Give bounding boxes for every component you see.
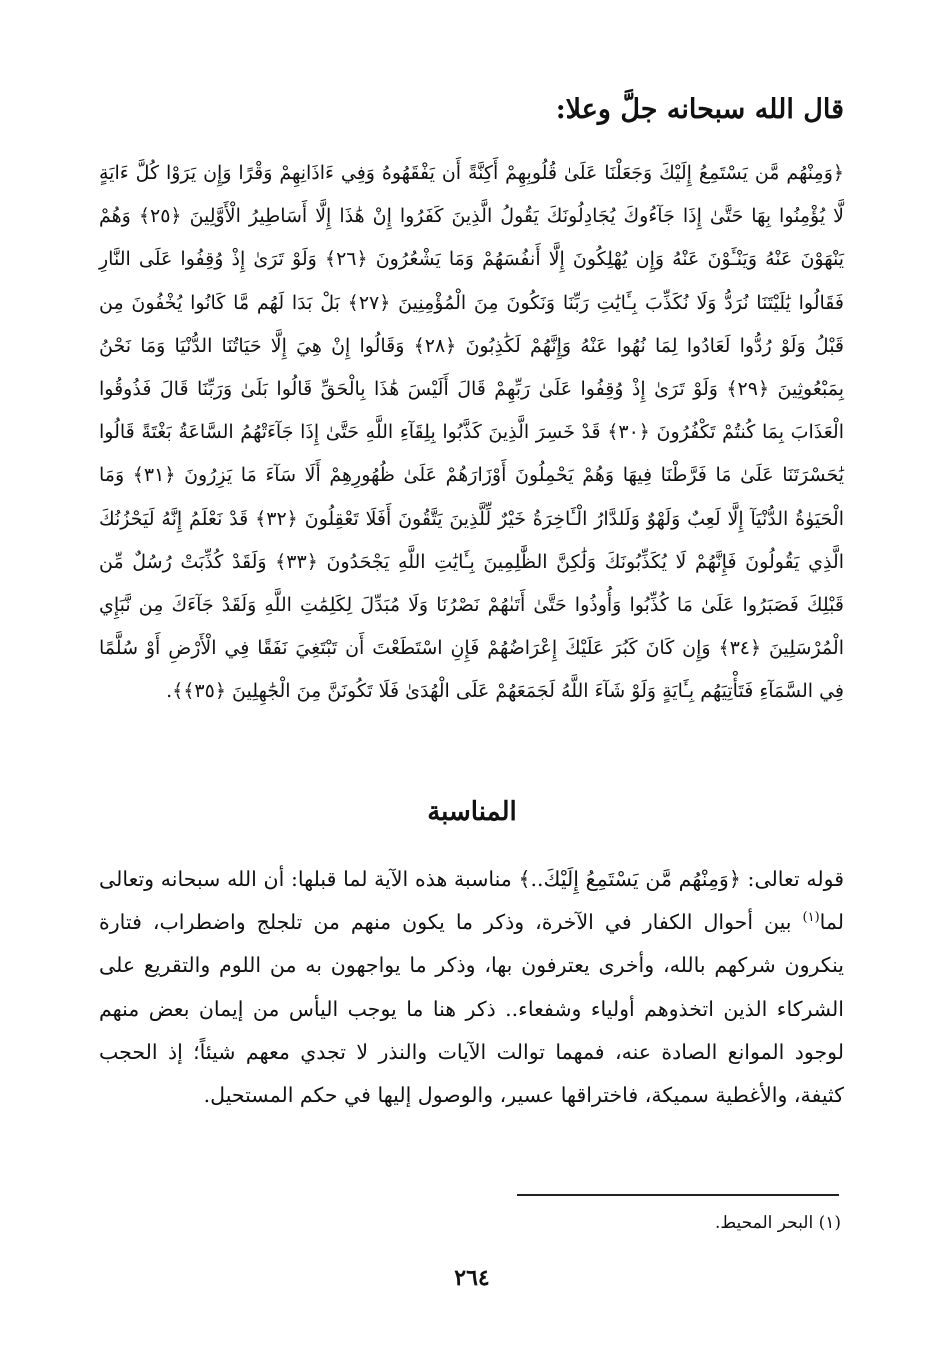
commentary-text-rest: بين أحوال الكفار في الآخرة، وذكر ما يكون منهم من تلجلج واضطراب، فتارة ينكرون شركهم بالله، وأخرى يعترفون بها، وذكر ما يواجهون به من اللوم والتقريع على الشركاء الذين اتخذوهم أولياء وشفعاء.. ذكر هنا ما يوجب اليأس من إيمان بعض منهم لوجود الموانع الصادة عنه، فمهما توالت الآيات والنذر لا تجدي معهم شيئاً؛ إذ الحجب كثيفة، والأغطية سميكة، فاختراقها عسير، والوصول إليها في حكم المستحيل. <box>99 910 844 1108</box>
quran-verses: ﴿وَمِنْهُم مَّن يَسْتَمِعُ إِلَيْكَ وَجَعَلْنَا عَلَىٰ قُلُوبِهِمْ أَكِنَّةً أَن يَفْقَهُوهُ وَفِي ءَاذَانِهِمْ وَقْرًا وَإِن يَرَوْا كُلَّ ءَايَةٍ لَّا يُؤْمِنُوا بِهَا حَتَّىٰ إِذَا جَآءُوكَ يُجَادِلُونَكَ يَقُولُ الَّذِينَ كَفَرُوا إِنْ هَٰذَا إِلَّا أَسَاطِيرُ الْأَوَّلِينَ ﴿٢٥﴾ وَهُمْ يَنْهَوْنَ عَنْهُ وَيَنْـَٔوْنَ عَنْهُ وَإِن يُهْلِكُونَ إِلَّا أَنفُسَهُمْ وَمَا يَشْعُرُونَ ﴿٢٦﴾ وَلَوْ تَرَىٰ إِذْ وُقِفُوا عَلَى النَّارِ فَقَالُوا يَٰلَيْتَنَا نُرَدُّ وَلَا نُكَذِّبَ بِـَٔايَٰتِ رَبِّنَا وَنَكُونَ مِنَ الْمُؤْمِنِينَ ﴿٢٧﴾ بَلْ بَدَا لَهُم مَّا كَانُوا يُخْفُونَ مِن قَبْلُ وَلَوْ رُدُّوا لَعَادُوا لِمَا نُهُوا عَنْهُ وَإِنَّهُمْ لَكَٰذِبُونَ ﴿٢٨﴾ وَقَالُوا إِنْ هِيَ إِلَّا حَيَاتُنَا الدُّنْيَا وَمَا نَحْنُ بِمَبْعُوثِينَ ﴿٢٩﴾ وَلَوْ تَرَىٰ إِذْ وُقِفُوا عَلَىٰ رَبِّهِمْ قَالَ أَلَيْسَ هَٰذَا بِالْحَقِّ قَالُوا بَلَىٰ وَرَبِّنَا قَالَ فَذُوقُوا الْعَذَابَ بِمَا كُنتُمْ تَكْفُرُونَ ﴿٣٠﴾ قَدْ خَسِرَ الَّذِينَ كَذَّبُوا بِلِقَآءِ اللَّهِ حَتَّىٰ إِذَا جَآءَتْهُمُ السَّاعَةُ بَغْتَةً قَالُوا يَٰحَسْرَتَنَا عَلَىٰ مَا فَرَّطْنَا فِيهَا وَهُمْ يَحْمِلُونَ أَوْزَارَهُمْ عَلَىٰ ظُهُورِهِمْ أَلَا سَآءَ مَا يَزِرُونَ ﴿٣١﴾ وَمَا الْحَيَوٰةُ الدُّنْيَآ إِلَّا لَعِبٌ وَلَهْوٌ وَلَلدَّارُ الْـَٔاخِرَةُ خَيْرٌ لِّلَّذِينَ يَتَّقُونَ أَفَلَا تَعْقِلُونَ ﴿٣٢﴾ قَدْ نَعْلَمُ إِنَّهُ لَيَحْزُنُكَ الَّذِي يَقُولُونَ فَإِنَّهُمْ لَا يُكَذِّبُونَكَ وَلَٰكِنَّ الظَّٰلِمِينَ بِـَٔايَٰتِ اللَّهِ يَجْحَدُونَ ﴿٣٣﴾ وَلَقَدْ كُذِّبَتْ رُسُلٌ مِّن قَبْلِكَ فَصَبَرُوا عَلَىٰ مَا كُذِّبُوا وَأُوذُوا حَتَّىٰ أَتَىٰهُمْ نَصْرُنَا وَلَا مُبَدِّلَ لِكَلِمَٰتِ اللَّهِ وَلَقَدْ جَآءَكَ مِن نَّبَإِي الْمُرْسَلِينَ ﴿٣٤﴾ وَإِن كَانَ كَبُرَ عَلَيْكَ إِعْرَاضُهُمْ فَإِنِ اسْتَطَعْتَ أَن تَبْتَغِيَ نَفَقًا فِي الْأَرْضِ أَوْ سُلَّمًا فِي السَّمَآءِ فَتَأْتِيَهُم بِـَٔايَةٍ وَلَوْ شَآءَ اللَّهُ لَجَمَعَهُمْ عَلَى الْهُدَىٰ فَلَا تَكُونَنَّ مِنَ الْجَٰهِلِينَ ﴿٣٥﴾﴾. <box>99 162 845 703</box>
footnote-reference: (١) <box>802 910 820 926</box>
intro-heading: قال الله سبحانه جلَّ وعلا: <box>555 94 844 125</box>
page-number: ٢٦٤ <box>454 1265 490 1291</box>
commentary-text-start: قوله تعالى: ﴿وَمِنْهُم مَّن يَسْتَمِعُ إِلَيْكَ..﴾ مناسبة هذه الآية لما قبلها: أن الله سبحانه وتعالى لما <box>99 867 844 935</box>
section-heading: المناسبة <box>427 797 517 827</box>
footnote-divider <box>517 1194 839 1196</box>
footnote: (١) البحر المحيط. <box>715 1213 841 1233</box>
commentary-paragraph <box>99 858 844 1117</box>
